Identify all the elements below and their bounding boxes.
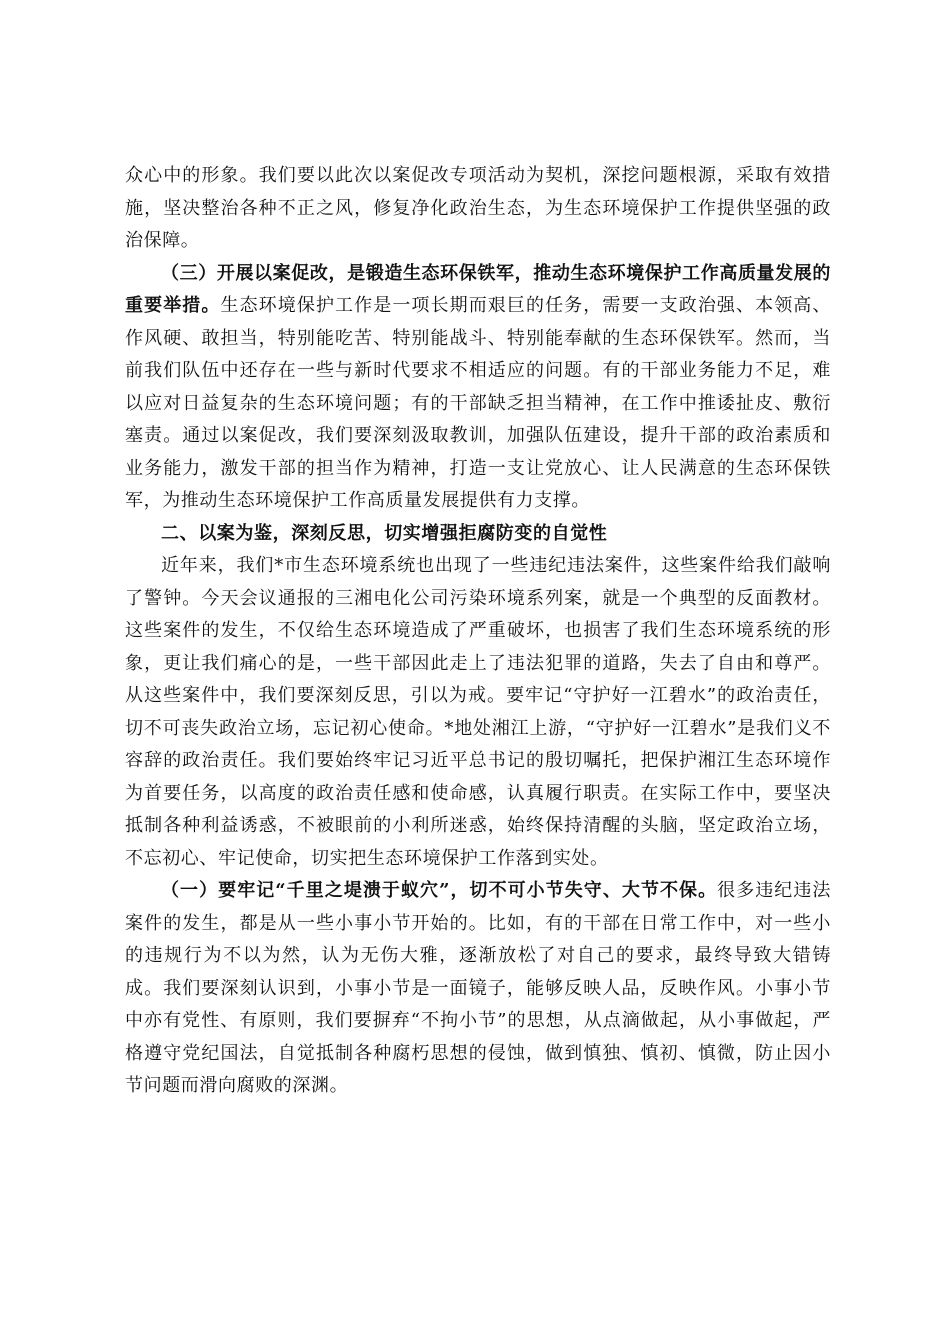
paragraph-text: 众心中的形象。我们要以此次以案促改专项活动为契机，深挖问题根源，采取有效措施，坚决整治各种不正之风，修复净化政治生态，为生态环境保护工作提供坚强的政治保障。: [125, 165, 831, 251]
paragraph-text: 近年来，我们*市生态环境系统也出现了一些违纪违法案件，这些案件给我们敲响了警钟。今天会议通报的三湘电化公司污染环境系列案，就是一个典型的反面教材。这些案件的发生，不仅给生态环境造成了严重破坏，也损害了我们生态环境系统的形象，更让我们痛心的是，一些干部因此走上了违法犯罪的道路，失去了自由和尊严。从这些案件中，我们要深刻反思，引以为戒。要牢记“守护好一江碧水”的政治责任，切不可丧失政治立场，忘记初心使命。*地处湘江上游，“守护好一江碧水”是我们义不容辞的政治责任。我们要始终牢记习近平总书记的殷切嘱托，把保护湘江生态环境作为首要任务，以高度的政治责任感和使命感，认真履行职责。在实际工作中，要坚决抵制各种利益诱惑，不被眼前的小利所迷惑，始终保持清醒的头脑，坚定政治立场，不忘初心、牢记使命，切实把生态环境保护工作落到实处。: [125, 555, 831, 869]
document-page: [125, 160, 831, 1103]
paragraph-continuation: [125, 160, 831, 258]
paragraph-lead-bold: （一）要牢记“千里之堤溃于蚁穴”，切不可小节失守、大节不保。: [161, 880, 718, 901]
paragraph-lead-bold: （三）开展以案促改，是锻造生态环保铁军，推动生态环境保护工作高质量发展的重要举措。: [125, 262, 831, 316]
paragraph-text: 很多违纪违法案件的发生，都是从一些小事小节开始的。比如，有的干部在日常工作中，对一些小的违规行为不以为然，认为无伤大雅，逐渐放松了对自己的要求，最终导致大错铸成。我们要深刻认识到，小事小节是一面镜子，能够反映人品，反映作风。小事小节中亦有党性、有原则，我们要摒弃“不拘小节”的思想，从点滴做起，从小事做起，严格遵守党纪国法，自觉抵制各种腐朽思想的侵蚀，做到慎独、慎初、慎微，防止因小节问题而滑向腐败的深渊。: [125, 880, 831, 1096]
section-heading: 二、以案为鉴，深刻反思，切实增强拒腐防变的自觉性: [161, 522, 608, 544]
paragraph-intro: [125, 550, 831, 875]
paragraph-text: 生态环境保护工作是一项长期而艰巨的任务，需要一支政治强、本领高、作风硬、敢担当，特别能吃苦、特别能战斗、特别能奉献的生态环保铁军。然而，当前我们队伍中还存在一些与新时代要求不相适应的问题。有的干部业务能力不足，难以应对日益复杂的生态环境问题；有的干部缺乏担当精神，在工作中推诿扯皮、敷衍塞责。通过以案促改，我们要深刻汲取教训，加强队伍建设，提升干部的政治素质和业务能力，激发干部的担当作为精神，打造一支让党放心、让人民满意的生态环保铁军，为推动生态环境保护工作高质量发展提供有力支撑。: [125, 295, 832, 511]
paragraph-subsection-one: [125, 875, 831, 1103]
paragraph-section-three: [125, 258, 831, 518]
